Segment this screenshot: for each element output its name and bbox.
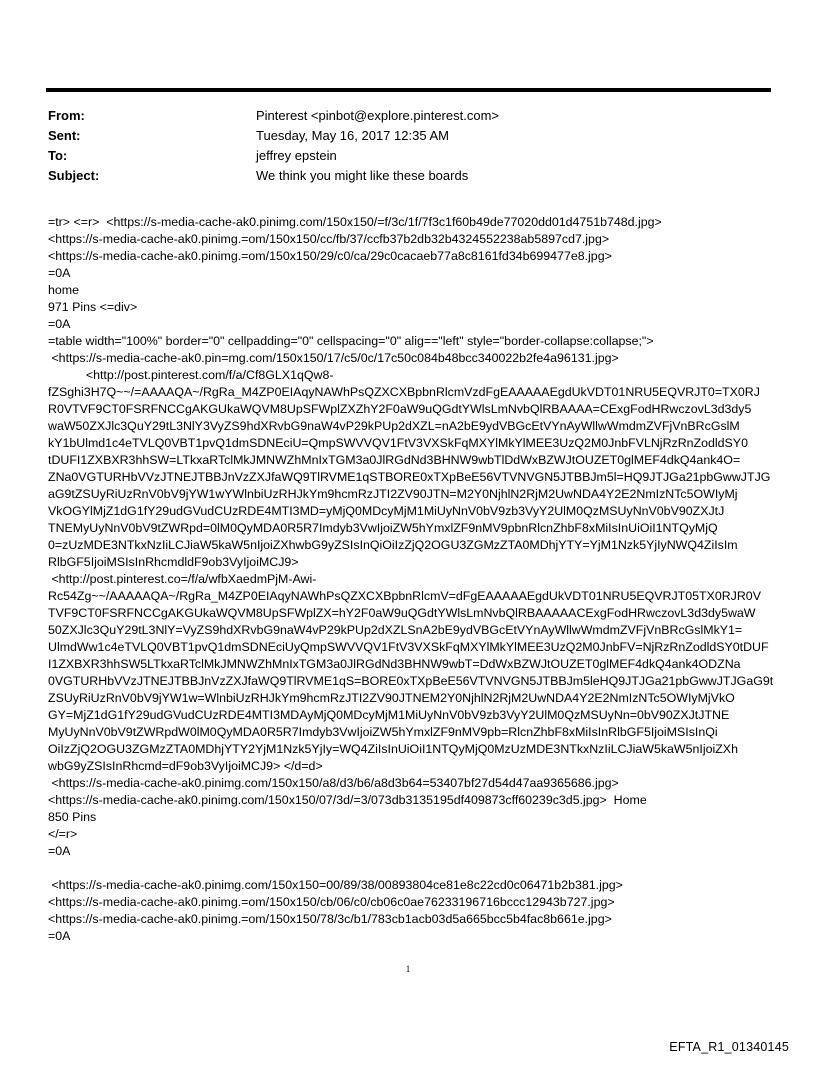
header-value: We think you might like these boards bbox=[256, 168, 469, 183]
body-line: MyUyNnV0bV9tZWRpdW0lM0QyMDA0R5R7Imdyb3VwIjoiZW5hYmxlZF9nMV9pb=RlcnZhbF8xMiIsInRlbGF5IjoiMSIsInQi bbox=[48, 725, 718, 739]
header-value: Pinterest <pinbot@explore.pinterest.com> bbox=[256, 108, 499, 123]
header-row bbox=[48, 126, 748, 146]
body-line: <http://post.pinterest.co=/f/a/wfbXaedmPjM-Awi- bbox=[48, 572, 317, 586]
body-line: 0VGTURHbVVzJTNEJTBBJnVzZXJfaWQ9TlRVME1qS=BORE0xTXpBeE56VTVNVGN5JTBBJm5leHQ9JTJGa21pbGwwJTJGaG9t bbox=[48, 674, 774, 688]
body-line: GY=MjZ1dG1fY29udGVudCUzRDE4MTI3MDAyMjQ0MDcyMjM1MiUyNnV0bV9zb3VyY2UlM0QzMSUyNn=0bV90ZXJtJTNE bbox=[48, 708, 730, 722]
body-line: TNEMyUyNnV0bV9tZWRpd=0lM0QyMDA0R5R7Imdyb3VwIjoiZW5hYmxlZF9nMV9pbnRlcnZhbF8xMiIsInUiOiI1NTQyMjQ bbox=[48, 521, 718, 535]
body-line: <https://s-media-cache-ak0.pinimg.=om/150x150/cb/06/c0/cb06c0ae76233196716bccc12943b727.jpg> bbox=[48, 895, 615, 909]
body-line: TVF9CT0FSRFNCCgAKGUkaWQVM8UpSFWplZX=hY2F0aW9uQGdtYWlsLmNvbQlRBAAAAACExgFodHRwczovL3d3dy5waW bbox=[48, 606, 756, 620]
body-line: 971 Pins <=div> bbox=[48, 300, 138, 314]
body-line: OiIzZjQ2OGU3ZGMzZTA0MDhjYTY2YjM1Nzk5YjIy=WQ4ZiIsInUiOiI1NTQyMjQ0MzUzMDE3NTkxNzIiLCJiaW5kaW5nIjoiZXh bbox=[48, 742, 738, 756]
body-line: =0A bbox=[48, 317, 71, 331]
header-value: jeffrey epstein bbox=[256, 148, 337, 163]
email-body bbox=[48, 214, 776, 945]
body-line: tDUFI1ZXBXR3hhSW=LTkxaRTclMkJMNWZhMnIxTGM3a0JlRGdNd3BHNW9wbTlDdWxBZWJtOUZET0glMEF4dkQ4ank4O= bbox=[48, 453, 741, 467]
body-line: RlbGF5IjoiMSIsInRhcmdldF9ob3VyIjoiMCJ9> bbox=[48, 555, 299, 569]
email-header bbox=[48, 106, 748, 186]
body-line: =0A bbox=[48, 929, 71, 943]
page-number: 1 bbox=[405, 964, 411, 974]
body-line: kY1bUlmd1c4eTVLQ0VBT1pvQ1dmSDNEciU=QmpSWVVQV1FtV3VXSkFqMXYlMkYlMEE3UzQ2M0JnbFVLNjRzRnZodldSY0 bbox=[48, 436, 748, 450]
body-line: <https://s-media-cache-ak0.pinimg.=om/150x150/78/3c/b1/783cb1acb03d5a665bcc5b4fac8b661e.jpg> bbox=[48, 912, 612, 926]
body-line: </=r> bbox=[48, 827, 78, 841]
body-line: ZNa0VGTURHbVVzJTNEJTBBJnVzZXJfaWQ9TlRVME1qSTBORE0xTXpBeE56VTVNVGN5JTBBJm5l=HQ9JTJGa21pbGwwJTJG bbox=[48, 470, 771, 484]
body-line bbox=[48, 860, 776, 877]
body-line: UlmdWw1c4eTVLQ0VBT1pvQ1dmSDNEciUyQmpSWVVQV1FtV3VXSkFqMXYlMkYlMEE3UzQ2M0JnbFV=NjRzRnZodldSY0tDUF bbox=[48, 640, 769, 654]
body-line: 50ZXJlc3QuY29tL3NlY=VyZS9hdXRvbG9naW4vP29kPUp2dXZLSnA2bE9ydVBGcEtVYnAyWllwWmdmZVFjVnBRcGslMkY1= bbox=[48, 623, 743, 637]
body-line: ZSUyRiUzRnV0bV9jYW1w=WlnbiUzRHJkYm9hcmRzJTI2ZV90JTNEM2Y0NjhlN2RjM2UwNDA4Y2E2NmIzNTc5OWIyMjVkO bbox=[48, 691, 735, 705]
body-line: <https://s-media-cache-ak0.pinimg.=om/150x150/cc/fb/37/ccfb37b2db32b4324552238ab5897cd7.jpg> bbox=[48, 232, 610, 246]
body-line: aG9tZSUyRiUzRnV0bV9jYW1wYWlnbiUzRHJkYm9hcmRzJTI2ZV90JTN=M2Y0NjhlN2RjM2UwNDA4Y2E2NmIzNTc5OWIyMj bbox=[48, 487, 738, 501]
body-line: =0A bbox=[48, 266, 71, 280]
body-line: 0=zUzMDE3NTkxNzIiLCJiaW5kaW5nIjoiZXhwbG9yZSIsInQiOiIzZjQ2OGU3ZGMzZTA0MDhjYTY=YjM1Nzk5YjIyNWQ4ZiIsIm bbox=[48, 538, 738, 552]
body-line: <http://post.pinterest.com/f/a/Cf8GLX1qQw8- bbox=[48, 368, 334, 382]
body-line: <https://s-media-cache-ak0.pinimg.com/150x150=00/89/38/00893804ce81e8c22cd0c06471b2b381.jpg> bbox=[48, 878, 623, 892]
body-line: Rc54Zg~~/AAAAAQA~/RgRa_M4ZP0EIAqyNAWhPsQZXCXBpbnRlcmV=dFgEAAAAAEgdUkVDT01NRU5EQVRJT05TX0RJR0V bbox=[48, 589, 761, 603]
header-row bbox=[48, 146, 748, 166]
document-id: EFTA_R1_01340145 bbox=[669, 1040, 789, 1054]
body-line: waW50ZXJlc3QuY29tL3NlY3VyZS9hdXRvbG9naW4vP29kPUp2dXZL=nA2bE9ydVBGcEtVYnAyWllwWmdmZVFjVnBRcGslM bbox=[48, 419, 740, 433]
body-line: =tr> <=r> <https://s-media-cache-ak0.pinimg.com/150x150/=f/3c/1f/7f3c1f60b49de77020dd01d4751b748d.jpg> bbox=[48, 215, 662, 229]
body-line: =0A bbox=[48, 844, 71, 858]
body-line: <https://s-media-cache-ak0.pinimg.com/150x150/07/3d/=3/073db3135195df409873cff60239c3d5.jpg> Home bbox=[48, 793, 647, 807]
header-label: Subject: bbox=[48, 168, 100, 183]
header-row bbox=[48, 106, 748, 126]
body-line: I1ZXBXR3hhSW5LTkxaRTclMkJMNWZhMnIxTGM3a0JlRGdNd3BHNW9wbT=DdWxBZWJtOUZET0glMEF4dkQ4ank4ODZNa bbox=[48, 657, 741, 671]
header-label: To: bbox=[48, 148, 68, 163]
body-line: <https://s-media-cache-ak0.pinimg.=om/150x150/29/c0/ca/29c0cacaeb77a8c8161fd34b699477e8.jpg> bbox=[48, 249, 612, 263]
body-line: <https://s-media-cache-ak0.pinimg.com/150x150/a8/d3/b6/a8d3b64=53407bf27d54d47aa9365686.jpg> bbox=[48, 776, 619, 790]
header-label: From: bbox=[48, 108, 85, 123]
body-line: =table width="100%" border="0" cellpadding="0" cellspacing="0" alig=="left" style="border-collapse:collapse;"> bbox=[48, 334, 654, 348]
header-label: Sent: bbox=[48, 128, 81, 143]
header-row bbox=[48, 166, 748, 186]
body-line: home bbox=[48, 283, 79, 297]
body-line: <https://s-media-cache-ak0.pin=mg.com/150x150/17/c5/0c/17c50c084b48bcc340022b2fe4a96131.jpg> bbox=[48, 351, 619, 365]
body-line: 850 Pins bbox=[48, 810, 97, 824]
body-line: fZSghi3H7Q~~/=AAAAQA~/RgRa_M4ZP0EIAqyNAWhPsQZXCXBpbnRlcmVzdFgEAAAAAEgdUkVDT01NRU5EQVRJT0=TX0RJ bbox=[48, 385, 760, 399]
body-line: VkOGYlMjZ1dG1fY29udGVudCUzRDE4MTI3MD=yMjQ0MDcyMjM1MiUyNnV0bV9zb3VyY2UlM0QzMSUyNnV0bV90ZXJtJ bbox=[48, 504, 725, 518]
header-rule bbox=[46, 88, 771, 92]
header-value: Tuesday, May 16, 2017 12:35 AM bbox=[256, 128, 449, 143]
body-line: wbG9yZSIsInRhcmd=dF9ob3VyIjoiMCJ9> </d=d> bbox=[48, 759, 323, 773]
body-line: R0VTVF9CT0FSRFNCCgAKGUkaWQVM8UpSFWplZXZhY2F0aW9uQGdtYWlsLmNvbQlRBAAAA=CExgFodHRwczovL3d3dy5 bbox=[48, 402, 752, 416]
